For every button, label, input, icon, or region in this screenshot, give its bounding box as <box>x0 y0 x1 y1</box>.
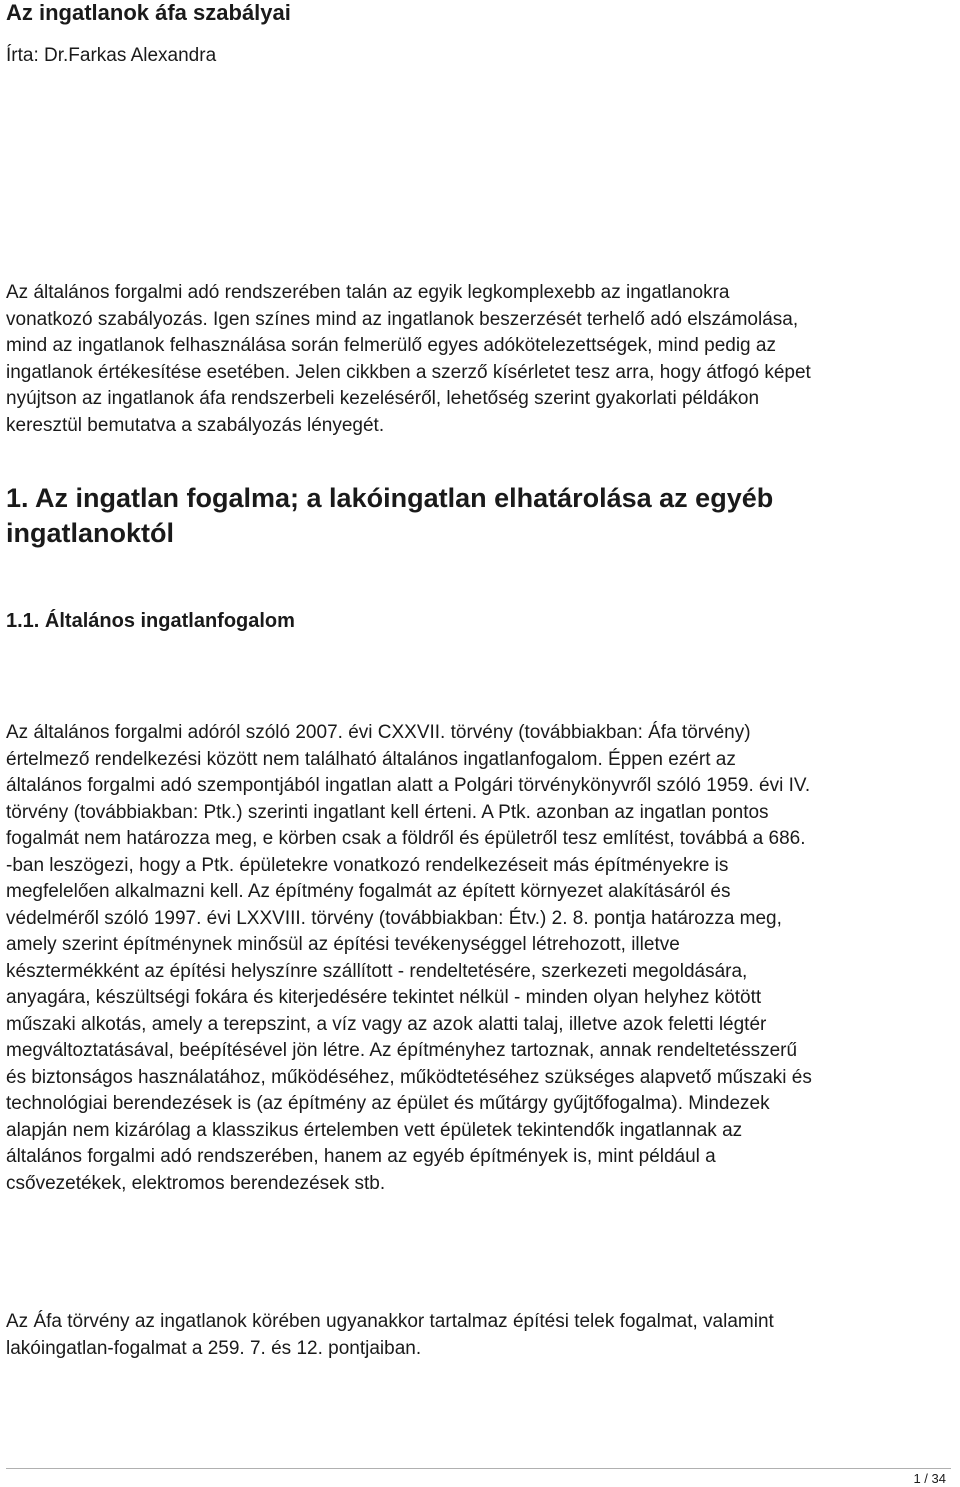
text-line: védelméről szóló 1997. évi LXXVIII. törvény (továbbiakban: Étv.) 2. 8. pontja határozza meg, <box>6 907 782 929</box>
text-line: fogalmát nem határozza meg, e körben csak a földről és épületről tesz említést, továbbá a 686. <box>6 828 806 849</box>
section-heading <box>6 481 946 551</box>
page-number: 1 / 34 <box>913 1471 946 1486</box>
text-line: alapján nem kizárólag a klasszikus értelemben vett épületek tekintendők ingatlannak az <box>6 1119 743 1141</box>
text-line: nyújtson az ingatlanok áfa rendszerbeli kezeléséről, lehetőség szerint gyakorlati példákon <box>6 388 760 409</box>
text-line: anyagára, készültségi fokára és kiterjedésére tekintet nélkül - minden olyan helyhez kötött <box>6 987 762 1008</box>
text-line: Az általános forgalmi adó rendszerében talán az egyik legkomplexebb az ingatlanokra <box>6 282 730 303</box>
author-line: Írta: Dr.Farkas Alexandra <box>6 45 217 66</box>
subsection-heading: 1.1. Általános ingatlanfogalom <box>6 610 295 632</box>
footer-divider <box>6 1468 951 1469</box>
text-line: -ban leszögezi, hogy a Ptk. épületekre vonatkozó rendelkezéseit más építményekre is <box>6 854 729 876</box>
text-line: megváltoztatásával, beépítésével jön létre. Az építményhez tartoznak, annak rendeltetésszerű <box>6 1040 798 1061</box>
text-line: csővezetékek, elektromos berendezések stb. <box>6 1172 386 1194</box>
body-paragraph-1 <box>6 720 946 1197</box>
heading-line: 1. Az ingatlan fogalma; a lakóingatlan elhatárolása az egyéb <box>6 483 774 513</box>
text-line: általános forgalmi adó rendszerében, hanem az egyéb építmények is, mint például a <box>6 1146 716 1167</box>
text-line: vonatkozó szabályozás. Igen színes mind az ingatlanok beszerzését terhelő adó elszámolása, <box>6 308 799 330</box>
body-paragraph-2 <box>6 1309 946 1362</box>
text-line: ingatlanok értékesítése esetében. Jelen cikkben a szerző kísérletet tesz arra, hogy átfogó képet <box>6 361 811 383</box>
text-line: keresztül bemutatva a szabályozás lényegét. <box>6 414 385 436</box>
text-line: törvény (továbbiakban: Ptk.) szerinti ingatlant kell érteni. A Ptk. azonban az ingatlan pontos <box>6 801 769 823</box>
text-line: lakóingatlan-fogalmat a 259. 7. és 12. pontjaiban. <box>6 1337 422 1359</box>
text-line: technológiai berendezések is (az építmény az épület és műtárgy gyűjtőfogalma). Mindezek <box>6 1093 770 1114</box>
page-title: Az ingatlanok áfa szabályai <box>6 0 291 25</box>
intro-paragraph <box>6 280 946 439</box>
text-line: értelmező rendelkezési között nem található általános ingatlanfogalom. Éppen ezért az <box>6 748 736 770</box>
text-line: általános forgalmi adó szempontjából ingatlan alatt a Polgári törvénykönyvről szóló 1959. évi IV. <box>6 775 811 796</box>
heading-line: ingatlanoktól <box>6 518 174 548</box>
text-line: megfelelően alkalmazni kell. Az építmény fogalmát az épített környezet alakításáról és <box>6 881 731 902</box>
text-line: Az általános forgalmi adóról szóló 2007. évi CXXVII. törvény (továbbiakban: Áfa törvény) <box>6 722 751 743</box>
text-line: műszaki alkotás, amely a terepszint, a víz vagy az azok alatti talaj, illetve azok feletti légtér <box>6 1013 767 1035</box>
text-line: mind az ingatlanok felhasználása során felmerülő egyes adókötelezettségek, mind pedig az <box>6 335 776 356</box>
text-line: és biztonságos használatához, működéséhez, működtetéséhez szükséges alapvető műszaki és <box>6 1066 812 1088</box>
text-line: Az Áfa törvény az ingatlanok körében ugyanakkor tartalmaz építési telek fogalmat, valamint <box>6 1311 774 1332</box>
text-line: késztermékként az építési helyszínre szállított - rendeltetésére, szerkezeti megoldására, <box>6 960 748 982</box>
text-line: amely szerint építménynek minősül az építési tevékenységgel létrehozott, illetve <box>6 934 680 955</box>
